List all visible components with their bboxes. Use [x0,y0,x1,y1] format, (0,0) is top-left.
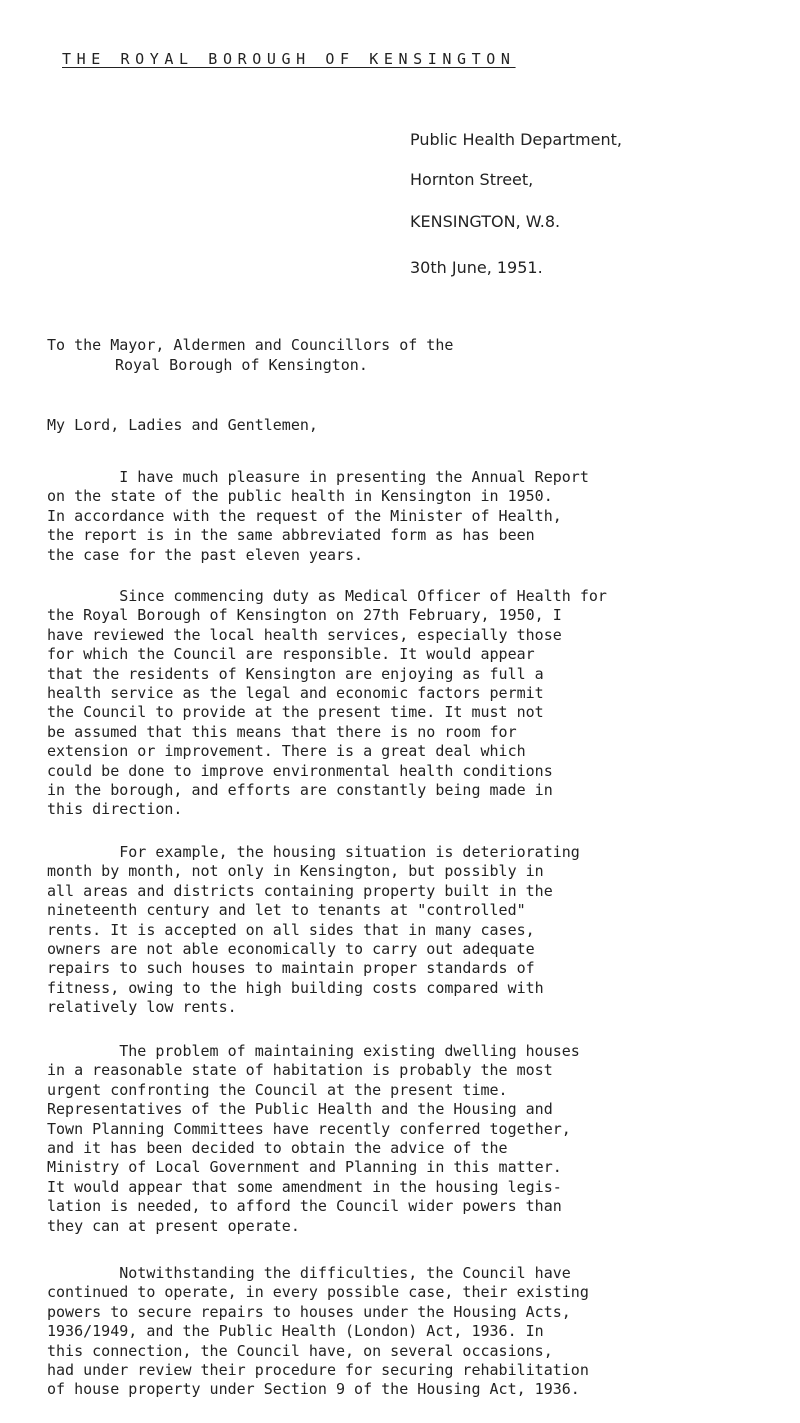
letter-date: 30th June, 1951. [410,258,543,277]
address-street: Hornton Street, [410,170,534,189]
recipient-line-1: To the Mayor, Aldermen and Councillors of the [47,336,454,354]
paragraph-4: The problem of maintaining existing dwelling houses in a reasonable state of habitation is probably the most urgent confronting the Council at the present time. Representatives of the Public Health and the Housing and Town Planning Committees have recently conferred together, and it has been decided to obtain the advice of the Ministry of Local Government and Planning in this matter. It would appear that some amendment in the housing legis- lation is needed, to afford the Council wider powers than they can at present operate. [47,1042,580,1235]
salutation: My Lord, Ladies and Gentlemen, [47,416,318,434]
paragraph-5: Notwithstanding the difficulties, the Council have continued to operate, in every possible case, their existing powers to secure repairs to houses under the Housing Acts, 1936/1949, and the Public Health (London) Act, 1936. In this connection, the Council have, on several occasions, had under review their procedure for securing rehabilitation of house property under Section 9 of the Housing Act, 1936. [47,1264,589,1399]
address-department: Public Health Department, [410,130,622,149]
paragraph-1: I have much pleasure in presenting the Annual Report on the state of the public health in Kensington in 1950. In accordance with the request of the Minister of Health, the report is in the same abbreviated form as has been the case for the past eleven years. [47,468,589,564]
recipient-line-2: Royal Borough of Kensington. [115,356,368,374]
paragraph-2: Since commencing duty as Medical Officer of Health for the Royal Borough of Kensington on 27th February, 1950, I have reviewed the local health services, especially those for which the Council are responsible. It would appear that the residents of Kensington are enjoying as full a health service as the legal and economic factors permit the Council to provide at the present time. It must not be assumed that this means that there is no room for extension or improvement. There is a great deal which could be done to improve environmental health conditions in the borough, and efforts are constantly being made in this direction. [47,587,607,819]
borough-heading: THE ROYAL BOROUGH OF KENSINGTON [62,50,516,68]
paragraph-3: For example, the housing situation is deteriorating month by month, not only in Kensington, but possibly in all areas and districts containing property built in the nineteenth century and let to tenants at "controlled" rents. It is accepted on all sides that in many cases, owners are not able economically to carry out adequate repairs to such houses to maintain proper standards of fitness, owing to the high building costs compared with relatively low rents. [47,843,580,1017]
address-town: KENSINGTON, W.8. [410,212,561,231]
